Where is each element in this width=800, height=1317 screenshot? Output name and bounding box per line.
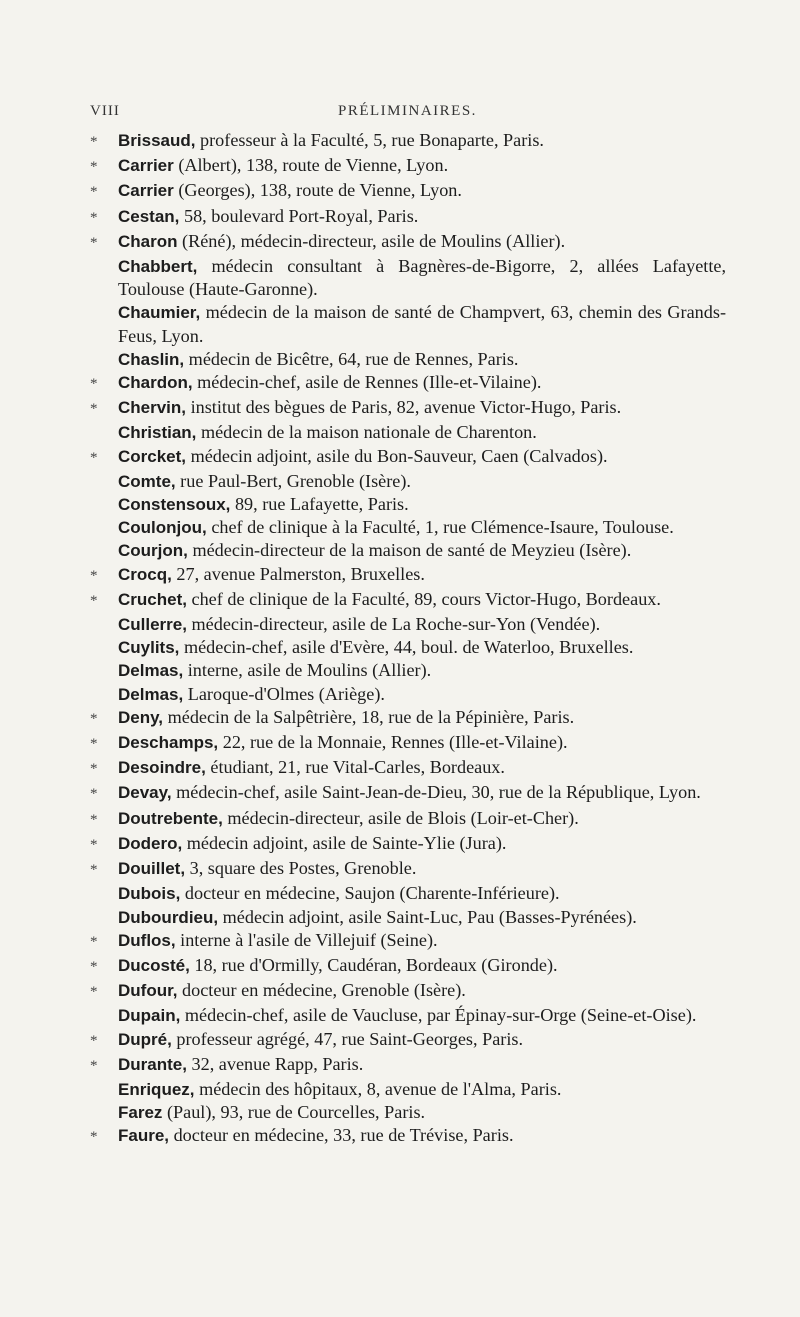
asterisk-icon: * — [90, 836, 98, 853]
list-item — [90, 255, 726, 301]
asterisk-icon: * — [90, 134, 98, 150]
member-address: (Albert), 138, route de Vienne, Lyon. — [173, 155, 449, 176]
list-item — [90, 832, 726, 857]
member-address: docteur en médecine, Saujon (Charente-Inférieure). — [180, 883, 560, 904]
member-name: Crocq, — [118, 564, 172, 584]
asterisk-icon: * — [90, 1032, 98, 1049]
member-name: Chabbert, — [118, 257, 198, 277]
member-name: Charon — [118, 231, 178, 251]
member-address: étudiant, 21, rue Vital-Carles, Bordeaux. — [205, 757, 505, 778]
member-address: docteur en médecine, 33, rue de Trévise, Paris. — [169, 1125, 514, 1146]
list-item — [90, 205, 726, 230]
member-name: Chardon, — [118, 373, 193, 393]
member-address: médecin des hôpitaux, 8, avenue de l'Alma, Paris. — [194, 1078, 562, 1099]
list-item — [90, 979, 726, 1004]
member-name: Dubourdieu, — [118, 907, 219, 927]
list-item — [90, 1101, 726, 1124]
member-name: Comte, — [118, 471, 176, 491]
member-address: médecin de la maison de santé de Champvert, 63, chemin des Grands-Feus, Lyon. — [118, 302, 726, 346]
list-item — [90, 588, 726, 613]
list-item — [90, 129, 726, 154]
member-address: interne à l'asile de Villejuif (Seine). — [175, 929, 438, 950]
asterisk-icon: * — [90, 449, 98, 466]
asterisk-icon: * — [90, 811, 98, 828]
list-item — [90, 929, 726, 954]
member-address: 3, square des Postes, Grenoble. — [185, 858, 417, 879]
list-item — [90, 493, 726, 516]
list-item — [90, 636, 726, 659]
member-name: Dubois, — [118, 884, 181, 904]
list-item — [90, 1078, 726, 1101]
member-name: Doutrebente, — [118, 808, 223, 828]
member-name: Chervin, — [118, 398, 187, 418]
member-name: Cuylits, — [118, 638, 180, 658]
member-address: médecin-chef, asile de Rennes (Ille-et-Vilaine). — [192, 372, 542, 393]
member-name: Brissaud, — [118, 131, 196, 150]
member-name: Christian, — [118, 423, 197, 443]
asterisk-icon: * — [90, 159, 98, 176]
member-address: médecin de la Salpêtrière, 18, rue de la Pépinière, Paris. — [163, 706, 575, 727]
member-address: médecin-directeur, asile de La Roche-sur-Yon (Vendée). — [186, 614, 601, 635]
member-name: Desoindre, — [118, 758, 206, 778]
list-item — [90, 371, 726, 396]
member-address: Laroque-d'Olmes (Ariège). — [183, 683, 385, 704]
member-address: médecin adjoint, asile de Sainte-Ylie (Jura). — [182, 832, 507, 853]
member-address: chef de clinique à la Faculté, 1, rue Clémence-Isaure, Toulouse. — [206, 517, 674, 538]
member-name: Chaslin, — [118, 349, 185, 369]
member-name: Dodero, — [118, 833, 183, 853]
asterisk-icon: * — [90, 710, 98, 727]
list-item — [90, 1004, 726, 1027]
asterisk-icon: * — [90, 234, 98, 251]
member-name: Dupain, — [118, 1006, 181, 1026]
member-address: médecin de Bicêtre, 64, rue de Rennes, Paris. — [184, 348, 519, 369]
member-name: Carrier — [118, 181, 174, 201]
member-name: Enriquez, — [118, 1079, 195, 1099]
member-name: Cestan, — [118, 206, 180, 226]
list-item — [90, 154, 726, 179]
list-item — [90, 659, 726, 682]
asterisk-icon: * — [90, 209, 98, 226]
member-address: médecin adjoint, asile du Bon-Sauveur, Caen (Calvados). — [186, 445, 608, 466]
list-item — [90, 470, 726, 493]
member-address: médecin-chef, asile Saint-Jean-de-Dieu, 30, rue de la République, Lyon. — [171, 782, 701, 803]
asterisk-icon: * — [90, 184, 98, 201]
member-address: 32, avenue Rapp, Paris. — [186, 1053, 364, 1074]
list-item — [90, 1053, 726, 1078]
asterisk-icon: * — [90, 592, 98, 609]
running-head: PRÉLIMINAIRES. — [338, 103, 477, 119]
member-address: médecin de la maison nationale de Charenton. — [196, 422, 537, 443]
member-address: médecin-directeur de la maison de santé de Meyzieu (Isère). — [187, 540, 632, 561]
list-item — [90, 179, 726, 204]
member-name: Delmas, — [118, 684, 184, 704]
asterisk-icon: * — [90, 736, 98, 753]
member-address: (Réné), médecin-directeur, asile de Moulins (Allier). — [177, 230, 566, 251]
member-address: professeur agrégé, 47, rue Saint-Georges, Paris. — [171, 1028, 524, 1049]
list-item — [90, 781, 726, 806]
member-name: Chaumier, — [118, 303, 201, 323]
list-item — [90, 563, 726, 588]
asterisk-icon: * — [90, 933, 98, 950]
asterisk-icon: * — [90, 984, 98, 1001]
member-address: (Paul), 93, rue de Courcelles, Paris. — [162, 1102, 426, 1123]
list-item — [90, 421, 726, 444]
list-item — [90, 348, 726, 371]
member-name: Faure, — [118, 1126, 170, 1146]
list-item — [90, 230, 726, 255]
list-item — [90, 882, 726, 905]
member-name: Deschamps, — [118, 733, 219, 753]
member-list — [90, 129, 726, 1150]
member-address: institut des bègues de Paris, 82, avenue Victor-Hugo, Paris. — [186, 397, 622, 418]
member-address: médecin-directeur, asile de Blois (Loir-et-Cher). — [222, 807, 579, 828]
list-item — [90, 756, 726, 781]
list-item — [90, 613, 726, 636]
asterisk-icon: * — [90, 376, 98, 393]
list-item — [90, 396, 726, 421]
member-name: Coulonjou, — [118, 518, 207, 538]
member-name: Cruchet, — [118, 589, 187, 609]
asterisk-icon: * — [90, 567, 98, 584]
member-address: interne, asile de Moulins (Allier). — [183, 660, 432, 681]
member-address: professeur à la Faculté, 5, rue Bonaparte, Paris. — [195, 130, 544, 150]
member-name: Durante, — [118, 1054, 187, 1074]
member-address: 89, rue Lafayette, Paris. — [230, 494, 409, 515]
list-item — [90, 731, 726, 756]
list-item — [90, 539, 726, 562]
member-name: Corcket, — [118, 446, 187, 466]
asterisk-icon: * — [90, 401, 98, 418]
list-item — [90, 301, 726, 347]
asterisk-icon: * — [90, 761, 98, 778]
member-address: 18, rue d'Ormilly, Caudéran, Bordeaux (Gironde). — [189, 954, 558, 975]
member-name: Deny, — [118, 707, 164, 727]
member-name: Ducosté, — [118, 955, 190, 975]
member-name: Carrier — [118, 156, 174, 176]
member-address: (Georges), 138, route de Vienne, Lyon. — [173, 180, 462, 201]
member-address: docteur en médecine, Grenoble (Isère). — [177, 980, 466, 1001]
member-address: médecin consultant à Bagnères-de-Bigorre, 2, allées Lafayette, Toulouse (Haute-Garonne). — [118, 256, 726, 300]
member-address: médecin adjoint, asile Saint-Luc, Pau (Basses-Pyrénées). — [218, 906, 637, 927]
member-address: médecin-chef, asile d'Evère, 44, boul. de Waterloo, Bruxelles. — [179, 637, 634, 658]
list-item — [90, 1028, 726, 1053]
member-address: 58, boulevard Port-Royal, Paris. — [179, 205, 419, 226]
member-address: 27, avenue Palmerston, Bruxelles. — [171, 563, 425, 584]
list-item — [90, 906, 726, 929]
asterisk-icon: * — [90, 786, 98, 803]
list-item — [90, 857, 726, 882]
member-name: Duflos, — [118, 930, 176, 950]
asterisk-icon: * — [90, 1129, 98, 1146]
list-item — [90, 516, 726, 539]
member-name: Courjon, — [118, 541, 188, 561]
list-item — [90, 706, 726, 731]
member-address: 22, rue de la Monnaie, Rennes (Ille-et-Vilaine). — [218, 732, 568, 753]
list-item — [90, 683, 726, 706]
list-item — [90, 445, 726, 470]
member-name: Constensoux, — [118, 495, 231, 515]
member-name: Dufour, — [118, 981, 178, 1001]
member-address: rue Paul-Bert, Grenoble (Isère). — [175, 470, 411, 491]
member-address: médecin-chef, asile de Vaucluse, par Épinay-sur-Orge (Seine-et-Oise). — [180, 1005, 697, 1026]
member-name: Farez — [118, 1103, 163, 1123]
member-name: Delmas, — [118, 661, 184, 681]
member-name: Devay, — [118, 783, 172, 803]
asterisk-icon: * — [90, 958, 98, 975]
asterisk-icon: * — [90, 862, 98, 879]
asterisk-icon: * — [90, 1057, 98, 1074]
list-item — [90, 807, 726, 832]
member-name: Cullerre, — [118, 615, 187, 635]
list-item — [90, 954, 726, 979]
list-item — [90, 1124, 726, 1149]
member-name: Dupré, — [118, 1029, 172, 1049]
member-name: Douillet, — [118, 859, 186, 879]
member-address: chef de clinique de la Faculté, 89, cours Victor-Hugo, Bordeaux. — [186, 588, 661, 609]
page-number: VIII — [90, 103, 120, 119]
